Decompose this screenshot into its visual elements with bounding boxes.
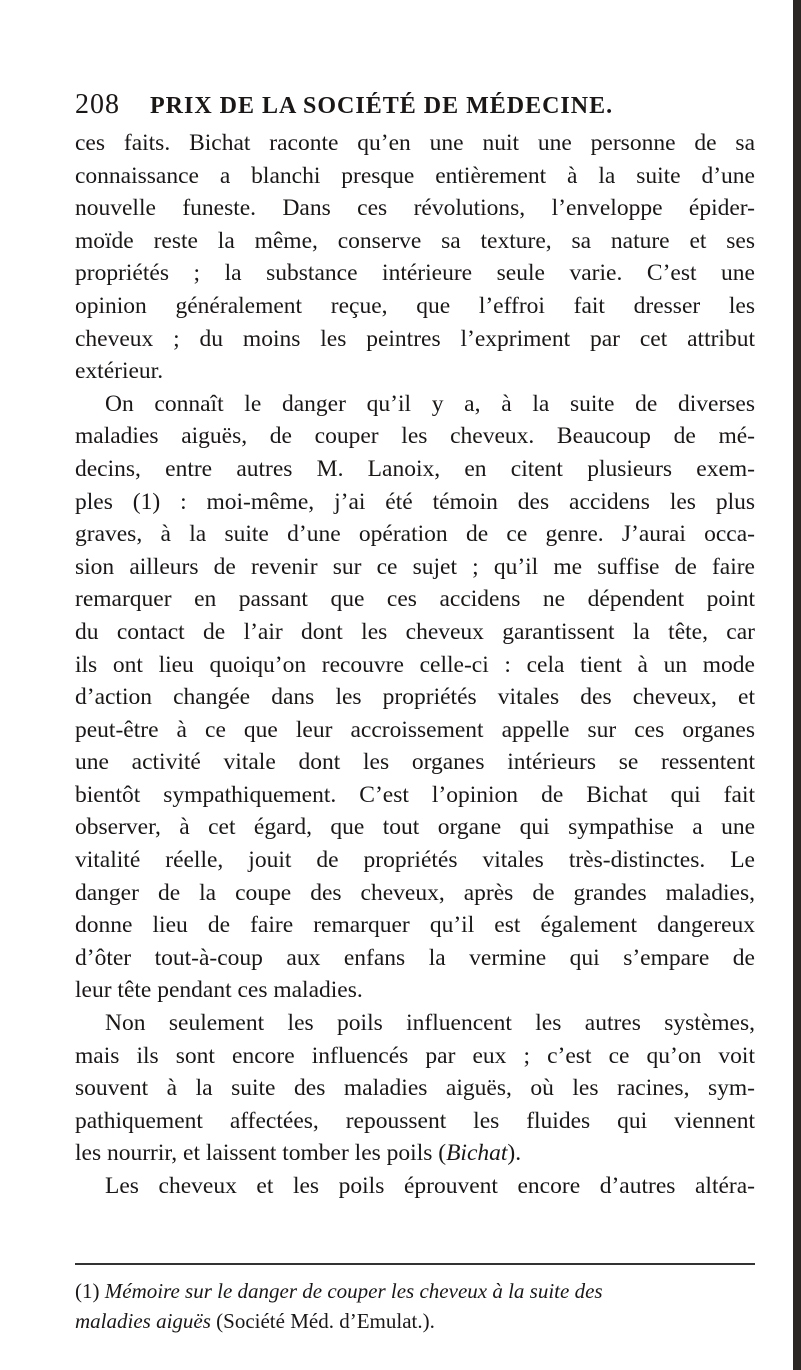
text-fragment: ). xyxy=(507,1140,522,1167)
text-line: mais ils sont encore influencés par eux ; c’est ce qu’on voit xyxy=(75,1042,755,1069)
footnote-line xyxy=(75,1306,755,1336)
text-line: Non seulement les poils influencent les autres systèmes, xyxy=(105,1010,755,1037)
text-line: decins, entre autres M. Lanoix, en citent plusieurs exem- xyxy=(75,455,755,482)
text-line: extérieur. xyxy=(75,358,164,385)
text-line: remarquer en passant que ces accidens ne dépendent point xyxy=(75,586,755,613)
footnote xyxy=(75,1276,755,1336)
footnote-marker: (1) xyxy=(75,1279,100,1303)
text-line: cheveux ; du moins les peintres l’expriment par cet attribut xyxy=(75,325,755,352)
text-line: d’ôter tout-à-coup aux enfans la vermine qui s’empare de xyxy=(75,944,755,971)
text-line: nouvelle funeste. Dans ces révolutions, l’enveloppe épider- xyxy=(75,195,755,222)
text-line: souvent à la suite des maladies aiguës, où les racines, sym- xyxy=(75,1075,755,1102)
text-line: danger de la coupe des cheveux, après de grandes maladies, xyxy=(75,879,755,906)
text-line: ples (1) : moi-même, j’ai été témoin des accidens les plus xyxy=(75,488,755,515)
text-line: pathiquement affectées, repoussent les fluides qui viennent xyxy=(75,1107,755,1134)
text-line xyxy=(75,1137,755,1170)
text-line: donne lieu de faire remarquer qu’il est également dangereux xyxy=(75,912,755,939)
text-line: vitalité réelle, jouit de propriétés vitales très-distinctes. Le xyxy=(75,847,755,874)
text-line: leur tête pendant ces maladies. xyxy=(75,977,363,1004)
text-fragment: les nourrir, et laissent tomber les poils ( xyxy=(75,1140,447,1167)
footnote-line xyxy=(75,1276,755,1306)
text-line: Les cheveux et les poils éprouvent encore d’autres altéra- xyxy=(105,1173,755,1199)
page-edge-shadow xyxy=(793,0,801,1370)
text-line: connaissance a blanchi presque entièrement à la suite d’une xyxy=(75,162,755,189)
text-line: observer, à cet égard, que tout organe qui sympathise a une xyxy=(75,814,755,841)
footnote-rule xyxy=(75,1263,755,1265)
text-line: propriétés ; la substance intérieure seule varie. C’est une xyxy=(75,260,755,287)
footnote-title-cont: maladies aiguës xyxy=(75,1309,211,1333)
running-header xyxy=(75,88,755,123)
text-line: une activité vitale dont les organes intérieurs se ressentent xyxy=(75,749,755,776)
footnote-source: (Société Méd. d’Emulat.). xyxy=(210,1309,435,1333)
text-line: On connaît le danger qu’il y a, à la suite de diverses xyxy=(105,390,755,417)
text-line: ces faits. Bichat raconte qu’en une nuit une personne de sa xyxy=(75,130,755,156)
text-line: opinion généralement reçue, que l’effroi fait dresser les xyxy=(75,292,755,319)
text-line: graves, à la suite d’une opération de ce genre. J’aurai occa- xyxy=(75,521,755,548)
page-number: 208 xyxy=(75,89,120,120)
text-line: maladies aiguës, de couper les cheveux. Beaucoup de mé- xyxy=(75,423,755,450)
text-line: peut-être à ce que leur accroissement appelle sur ces organes xyxy=(75,716,755,743)
italic-citation: Bichat xyxy=(446,1140,508,1167)
body-text xyxy=(75,127,755,1203)
text-line: du contact de l’air dont les cheveux garantissent la tête, car xyxy=(75,618,755,645)
footnote-title: Mémoire sur le danger de couper les cheveux à la suite des xyxy=(104,1279,603,1303)
running-title: PRIX DE LA SOCIÉTÉ DE MÉDECINE. xyxy=(150,93,614,119)
text-line: sion ailleurs de revenir sur ce sujet ; qu’il me suffise de faire xyxy=(75,553,755,580)
text-line: moïde reste la même, conserve sa texture, sa nature et ses xyxy=(75,227,755,254)
text-line: d’action changée dans les propriétés vitales des cheveux, et xyxy=(75,684,755,711)
text-line: ils ont lieu quoiqu’on recouvre celle-ci : cela tient à un mode xyxy=(75,651,755,678)
text-line: bientôt sympathiquement. C’est l’opinion de Bichat qui fait xyxy=(75,781,755,808)
